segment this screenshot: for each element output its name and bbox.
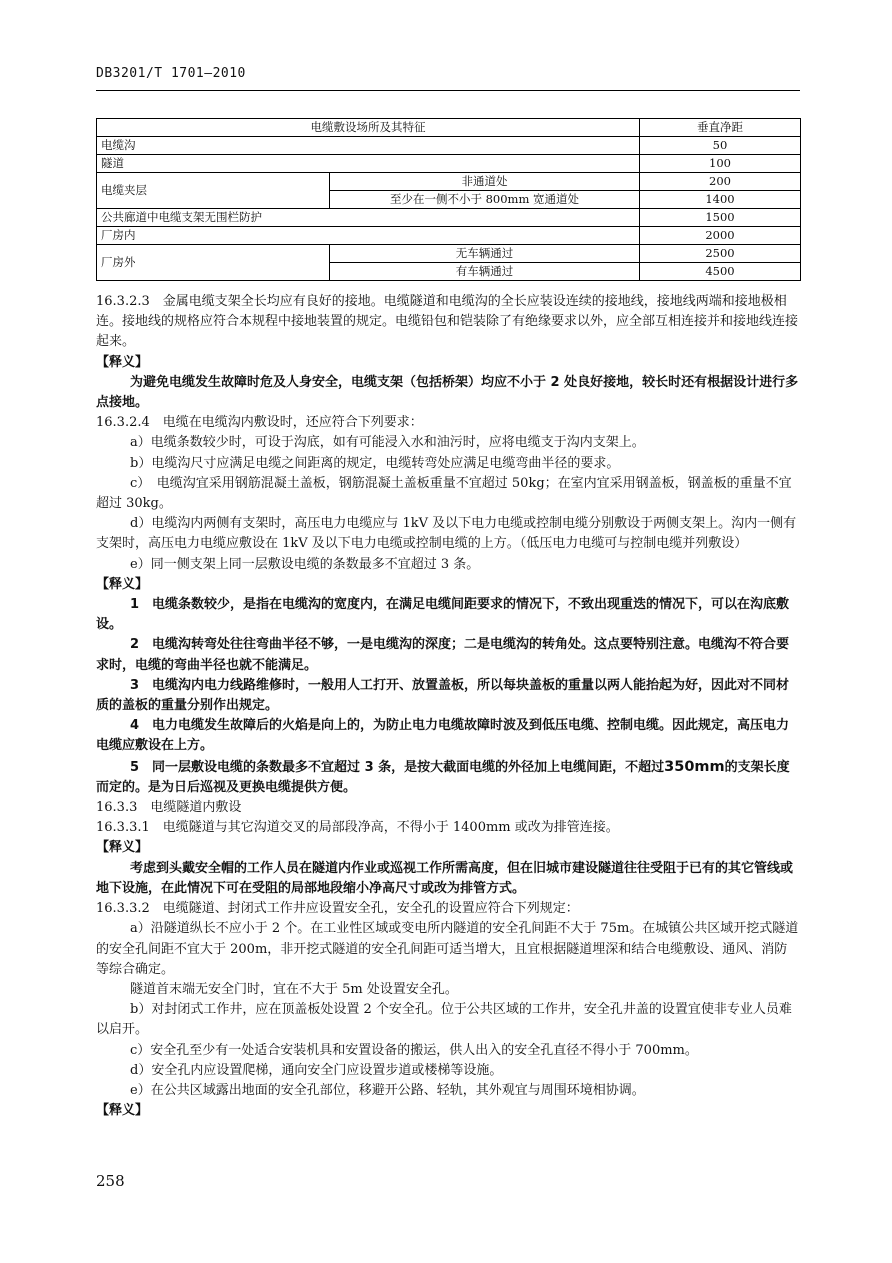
explanation-heading: 【释义】 xyxy=(96,840,149,856)
explanation-heading: 【释义】 xyxy=(96,1103,149,1119)
explanation-heading: 【释义】 xyxy=(96,354,149,370)
explanation-item-5-text-end: 的支架长度而定的。是为日后巡视及更换电缆提供方便。 xyxy=(96,759,790,795)
clause-16-3-3-2: 16.3.3.2 电缆隧道、封闭式工作井应设置安全孔，安全孔的设置应符合下列规定： xyxy=(96,901,579,917)
clause-16-3-2-3: 16.3.2.3 金属电缆支架全长均应有良好的接地。电缆隧道和电缆沟的全长应装设连续的接地线，接地线两端和接地极相连。接地线的规格应符合本规程中接地装置的规定。电缆铅包和铠装除了有绝缘要求以外，应全部互相连接并和接地线连接起来。 xyxy=(96,294,799,350)
clause-item-e: e）在公共区域露出地面的安全孔部位，移避开公路、轻轨，其外观宜与周围环境相协调。 xyxy=(130,1082,645,1098)
clause-item-d: d）安全孔内应设置爬梯，通向安全门应设置步道或楼梯等设施。 xyxy=(130,1062,503,1078)
explanation-heading: 【释义】 xyxy=(96,576,149,592)
table-cell-place: 公共廊道中电缆支架无围栏防护 xyxy=(97,209,640,227)
table-cell-value: 100 xyxy=(640,155,801,173)
document-body xyxy=(96,292,800,1121)
section-16-3-3-heading: 16.3.3 电缆隧道内敷设 xyxy=(96,800,242,816)
explanation-item-5-text: 5 同一层敷设电缆的条数最多不宜超过 3 条，是按大截面电缆的外径加上电缆间距，不超过 xyxy=(130,759,665,775)
table-cell-value: 2000 xyxy=(640,227,801,245)
table-cell-value: 1400 xyxy=(640,191,801,209)
explanation-item-3: 3 电缆沟内电力线路维修时，一般用人工打开、放置盖板，所以每块盖板的重量以两人能抬起为好，因此对不同材质的盖板的重量分别作出规定。 xyxy=(96,677,790,714)
clause-16-3-3-1: 16.3.3.1 电缆隧道与其它沟道交叉的局部段净高，不得小于 1400mm 或改为排管连接。 xyxy=(96,820,619,836)
table-cell-place: 隧道 xyxy=(97,155,640,173)
clause-item-a: a）沿隧道纵长不应小于 2 个。在工业性区域或变电所内隧道的安全孔间距不大于 75m。在城镇公共区域开挖式隧道的安全孔间距不宜大于 200m，非开挖式隧道的安全孔间距可适当增大，且宜根据隧道埋深和结合电缆敷设、通风、消防等综合确定。 xyxy=(96,921,799,977)
clause-item-e: e）同一侧支架上同一层敷设电缆的条数最多不宜超过 3 条。 xyxy=(130,556,480,572)
table-cell-place: 电缆夹层 xyxy=(97,173,330,209)
clause-item-b: b）对封闭式工作井，应在顶盖板处设置 2 个安全孔。位于公共区域的工作井，安全孔井盖的设置宜使非专业人员难以启开。 xyxy=(96,1002,792,1038)
table-cell-place: 厂房内 xyxy=(97,227,640,245)
table-cell-feature: 无车辆通过 xyxy=(330,245,640,263)
clearance-table xyxy=(96,118,801,281)
clause-item-a-note: 隧道首末端无安全门时，宜在不大于 5m 处设置安全孔。 xyxy=(130,981,458,997)
explanation-item-1: 1 电缆条数较少，是指在电缆沟的宽度内，在满足电缆间距要求的情况下，不致出现重迭的情况下，可以在沟底敷设。 xyxy=(96,597,790,633)
clause-item-c: c） 电缆沟宜采用钢筋混凝土盖板，钢筋混凝土盖板重量不宜超过 50kg；在室内宜采用钢盖板，钢盖板的重量不宜超过 30kg。 xyxy=(96,475,792,512)
clause-item-c: c）安全孔至少有一处适合安装机具和安置设备的搬运，供人出入的安全孔直径不得小于 700mm。 xyxy=(130,1042,698,1058)
explanation-text: 考虑到头戴安全帽的工作人员在隧道内作业或巡视工作所需高度，但在旧城市建设隧道往往受阻于已有的其它管线或地下设施，在此情况下可在受阻的局部地段缩小净高尺寸或改为排管方式。 xyxy=(96,860,794,896)
clause-item-a: a）电缆条数较少时，可设于沟底，如有可能浸入水和油污时，应将电缆支于沟内支架上。 xyxy=(130,435,645,451)
explanation-text: 为避免电缆发生故障时危及人身安全，电缆支架（包括桥架）均应不小于 2 处良好接地，较长时还有根据设计进行多点接地。 xyxy=(96,374,799,411)
clause-item-b: b）电缆沟尺寸应满足电缆之间距离的规定，电缆转弯处应满足电缆弯曲半径的要求。 xyxy=(130,455,620,471)
clause-item-d: d）电缆沟内两侧有支架时，高压电力电缆应与 1kV 及以下电力电缆或控制电缆分别敷设于两侧支架上。沟内一侧有支架时，高压电力电缆应敷设在 1kV 及以下电力电缆或控制电缆的上方。（低压电力电缆可与控制电缆并列敷设） xyxy=(96,516,797,552)
table-cell-feature: 至少在一侧不小于 800mm 宽通道处 xyxy=(330,191,640,209)
table-header-place: 电缆敷设场所及其特征 xyxy=(97,119,640,137)
table-cell-place: 电缆沟 xyxy=(97,137,640,155)
table-cell-value: 1500 xyxy=(640,209,801,227)
table-cell-value: 50 xyxy=(640,137,801,155)
table-cell-place: 厂房外 xyxy=(97,245,330,281)
explanation-item-2: 2 电缆沟转弯处往往弯曲半径不够，一是电缆沟的深度；二是电缆沟的转角处。这点要特别注意。电缆沟不符合要求时，电缆的弯曲半径也就不能满足。 xyxy=(96,637,790,673)
explanation-item-4: 4 电力电缆发生故障后的火焰是向上的，为防止电力电缆故障时波及到低压电缆、控制电缆。因此规定，高压电力电缆应敷设在上方。 xyxy=(96,718,790,754)
table-cell-feature: 非通道处 xyxy=(330,173,640,191)
table-cell-value: 200 xyxy=(640,173,801,191)
explanation-item-5-length: 350mm xyxy=(664,758,725,775)
clause-16-3-2-4: 16.3.2.4 电缆在电缆沟内敷设时，还应符合下列要求： xyxy=(96,415,423,431)
table-cell-value: 2500 xyxy=(640,245,801,263)
table-cell-value: 4500 xyxy=(640,263,801,281)
table-header-clearance: 垂直净距 xyxy=(640,119,801,137)
table-cell-feature: 有车辆通过 xyxy=(330,263,640,281)
explanation-item-5 xyxy=(96,757,800,798)
document-code: DB3201/T 1701—2010 xyxy=(96,66,246,81)
page-number: 258 xyxy=(96,1172,125,1190)
header-rule xyxy=(96,90,800,91)
